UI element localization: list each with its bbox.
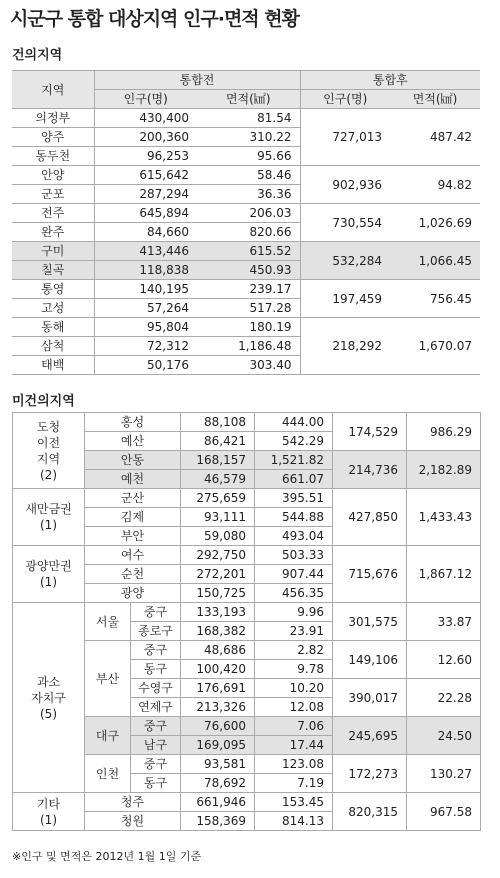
population-before: 150,725 (181, 584, 255, 603)
area-before: 123.08 (255, 755, 333, 774)
population-after: 427,850 (333, 489, 407, 546)
area-after: 1,670.07 (390, 318, 480, 375)
category-label-line: 과소 (36, 674, 61, 689)
area-before: 58.46 (197, 166, 300, 185)
area-before: 95.66 (197, 147, 300, 166)
population-after: 172,273 (333, 755, 407, 793)
population-after: 715,676 (333, 546, 407, 603)
population-before: 292,750 (181, 546, 255, 565)
region-name: 동두천 (12, 147, 94, 166)
area-after: 22.28 (407, 679, 481, 717)
population-before: 272,201 (181, 565, 255, 584)
region-name: 동구 (131, 660, 181, 679)
population-before: 93,111 (181, 508, 255, 527)
area-before: 10.20 (255, 679, 333, 698)
area-before: 1,186.48 (197, 337, 300, 356)
area-before: 450.93 (197, 261, 300, 280)
area-before: 303.40 (197, 356, 300, 375)
table-row (13, 413, 481, 432)
population-after: 197,459 (300, 280, 390, 318)
population-before: 176,691 (181, 679, 255, 698)
area-after: 967.58 (407, 793, 481, 831)
category-label (13, 489, 85, 546)
table-row (13, 793, 481, 812)
population-after: 149,106 (333, 641, 407, 679)
table-row (12, 280, 480, 299)
header-before: 통합전 (94, 71, 300, 90)
area-before: 503.33 (255, 546, 333, 565)
population-before: 200,360 (94, 128, 197, 147)
region-name: 완주 (12, 223, 94, 242)
area-before: 9.78 (255, 660, 333, 679)
table-row (12, 242, 480, 261)
header-pop-after: 인구(명) (300, 90, 390, 109)
region-name: 동구 (131, 774, 181, 793)
area-before: 17.44 (255, 736, 333, 755)
area-after: 94.82 (390, 166, 480, 204)
region-name: 고성 (12, 299, 94, 318)
category-label (13, 793, 85, 831)
population-before: 100,420 (181, 660, 255, 679)
area-before: 7.19 (255, 774, 333, 793)
region-name: 전주 (12, 204, 94, 223)
area-after: 986.29 (407, 413, 481, 451)
population-before: 78,692 (181, 774, 255, 793)
area-before: 81.54 (197, 109, 300, 128)
population-before: 287,294 (94, 185, 197, 204)
footnote: ※인구 및 면적은 2012년 1월 1일 기준 (12, 850, 202, 863)
region-name: 삼척 (12, 337, 94, 356)
area-before: 395.51 (255, 489, 333, 508)
population-after: 820,315 (333, 793, 407, 831)
region-name: 종로구 (131, 622, 181, 641)
area-before: 9.96 (255, 603, 333, 622)
region-name: 홍성 (85, 413, 181, 432)
area-after: 12.60 (407, 641, 481, 679)
category-label-line: (2) (40, 467, 57, 482)
region-name: 중구 (131, 717, 181, 736)
area-before: 907.44 (255, 565, 333, 584)
population-before: 661,946 (181, 793, 255, 812)
region-name: 안양 (12, 166, 94, 185)
area-before: 444.00 (255, 413, 333, 432)
population-before: 88,108 (181, 413, 255, 432)
area-after: 487.42 (390, 109, 480, 166)
area-before: 544.88 (255, 508, 333, 527)
region-name: 여수 (85, 546, 181, 565)
population-before: 413,446 (94, 242, 197, 261)
population-after: 245,695 (333, 717, 407, 755)
population-before: 168,157 (181, 451, 255, 470)
population-before: 76,600 (181, 717, 255, 736)
area-after: 756.45 (390, 280, 480, 318)
header-area-after: 면적(㎢) (390, 90, 480, 109)
category-label-line: 기타 (36, 796, 61, 811)
area-after: 2,182.89 (407, 451, 481, 489)
section-title-proposed: 건의지역 (12, 48, 63, 63)
population-before: 275,659 (181, 489, 255, 508)
region-name: 군산 (85, 489, 181, 508)
region-name: 칠곡 (12, 261, 94, 280)
area-after: 33.87 (407, 603, 481, 641)
population-before: 615,642 (94, 166, 197, 185)
population-after: 532,284 (300, 242, 390, 280)
population-after: 301,575 (333, 603, 407, 641)
proposed-regions-table (12, 70, 480, 375)
category-label-line: 새만금권 (25, 502, 72, 516)
section-title-unproposed: 미건의지역 (12, 394, 75, 409)
population-before: 93,581 (181, 755, 255, 774)
area-before: 36.36 (197, 185, 300, 204)
region-name: 연제구 (131, 698, 181, 717)
population-before: 46,579 (181, 470, 255, 489)
population-before: 48,686 (181, 641, 255, 660)
population-before: 57,264 (94, 299, 197, 318)
area-before: 542.29 (255, 432, 333, 451)
area-before: 23.91 (255, 622, 333, 641)
region-name: 부안 (85, 527, 181, 546)
page-title: 시군구 통합 대상지역 인구·면적 현황 (10, 8, 299, 30)
category-label-line: (1) (40, 575, 57, 589)
population-after: 727,013 (300, 109, 390, 166)
header-area-before: 면적(㎢) (197, 90, 300, 109)
category-label-line: 지역 (36, 451, 61, 466)
population-before: 50,176 (94, 356, 197, 375)
area-before: 2.82 (255, 641, 333, 660)
population-before: 133,193 (181, 603, 255, 622)
header-after: 통합후 (300, 71, 480, 90)
city-label: 부산 (85, 641, 131, 717)
category-label-line: (1) (40, 812, 57, 827)
population-before: 645,894 (94, 204, 197, 223)
category-label (13, 603, 85, 793)
area-after: 1,026.69 (390, 204, 480, 242)
category-label-line: (5) (40, 706, 57, 721)
header-pop-before: 인구(명) (94, 90, 197, 109)
area-before: 661.07 (255, 470, 333, 489)
category-label-line: 이전 (36, 435, 61, 450)
region-name: 구미 (12, 242, 94, 261)
city-label: 인천 (85, 755, 131, 793)
population-before: 59,080 (181, 527, 255, 546)
area-before: 239.17 (197, 280, 300, 299)
table-row (12, 318, 480, 337)
population-before: 86,421 (181, 432, 255, 451)
category-label-line: 도청 (36, 419, 61, 434)
area-before: 1,521.82 (255, 451, 333, 470)
population-before: 430,400 (94, 109, 197, 128)
region-name: 양주 (12, 128, 94, 147)
area-before: 456.35 (255, 584, 333, 603)
area-after: 1,433.43 (407, 489, 481, 546)
area-before: 820.66 (197, 223, 300, 242)
area-after: 1,066.45 (390, 242, 480, 280)
population-after: 902,936 (300, 166, 390, 204)
population-after: 218,292 (300, 318, 390, 375)
population-after: 730,554 (300, 204, 390, 242)
table-row (13, 546, 481, 565)
area-before: 12.08 (255, 698, 333, 717)
table-row (13, 603, 481, 622)
city-label: 대구 (85, 717, 131, 755)
region-name: 예산 (85, 432, 181, 451)
category-label-line: (1) (40, 518, 57, 532)
region-name: 청주 (85, 793, 181, 812)
category-label-line: 광양만권 (25, 559, 72, 573)
region-name: 순천 (85, 565, 181, 584)
region-name: 김제 (85, 508, 181, 527)
area-before: 153.45 (255, 793, 333, 812)
region-name: 군포 (12, 185, 94, 204)
table-row (12, 204, 480, 223)
table-row (12, 109, 480, 128)
region-name: 안동 (85, 451, 181, 470)
area-before: 7.06 (255, 717, 333, 736)
area-before: 814.13 (255, 812, 333, 831)
unproposed-regions-table (12, 412, 481, 831)
region-name: 의정부 (12, 109, 94, 128)
area-before: 310.22 (197, 128, 300, 147)
table-row (13, 489, 481, 508)
region-name: 청원 (85, 812, 181, 831)
region-name: 통영 (12, 280, 94, 299)
population-before: 169,095 (181, 736, 255, 755)
population-after: 390,017 (333, 679, 407, 717)
category-label-line: 자치구 (31, 690, 66, 705)
population-before: 168,382 (181, 622, 255, 641)
header-region: 지역 (12, 71, 94, 109)
population-before: 95,804 (94, 318, 197, 337)
population-before: 96,253 (94, 147, 197, 166)
population-before: 84,660 (94, 223, 197, 242)
category-label (13, 413, 85, 489)
area-after: 130.27 (407, 755, 481, 793)
population-before: 158,369 (181, 812, 255, 831)
area-before: 180.19 (197, 318, 300, 337)
region-name: 광양 (85, 584, 181, 603)
region-name: 동해 (12, 318, 94, 337)
region-name: 태백 (12, 356, 94, 375)
population-after: 214,736 (333, 451, 407, 489)
region-name: 수영구 (131, 679, 181, 698)
area-before: 615.52 (197, 242, 300, 261)
population-before: 213,326 (181, 698, 255, 717)
city-label: 서울 (85, 603, 131, 641)
region-name: 남구 (131, 736, 181, 755)
table-row (12, 166, 480, 185)
area-after: 1,867.12 (407, 546, 481, 603)
category-label (13, 546, 85, 603)
region-name: 예천 (85, 470, 181, 489)
region-name: 중구 (131, 603, 181, 622)
area-before: 206.03 (197, 204, 300, 223)
population-before: 72,312 (94, 337, 197, 356)
population-after: 174,529 (333, 413, 407, 451)
area-after: 24.50 (407, 717, 481, 755)
region-name: 중구 (131, 641, 181, 660)
area-before: 517.28 (197, 299, 300, 318)
area-before: 493.04 (255, 527, 333, 546)
population-before: 118,838 (94, 261, 197, 280)
region-name: 중구 (131, 755, 181, 774)
population-before: 140,195 (94, 280, 197, 299)
